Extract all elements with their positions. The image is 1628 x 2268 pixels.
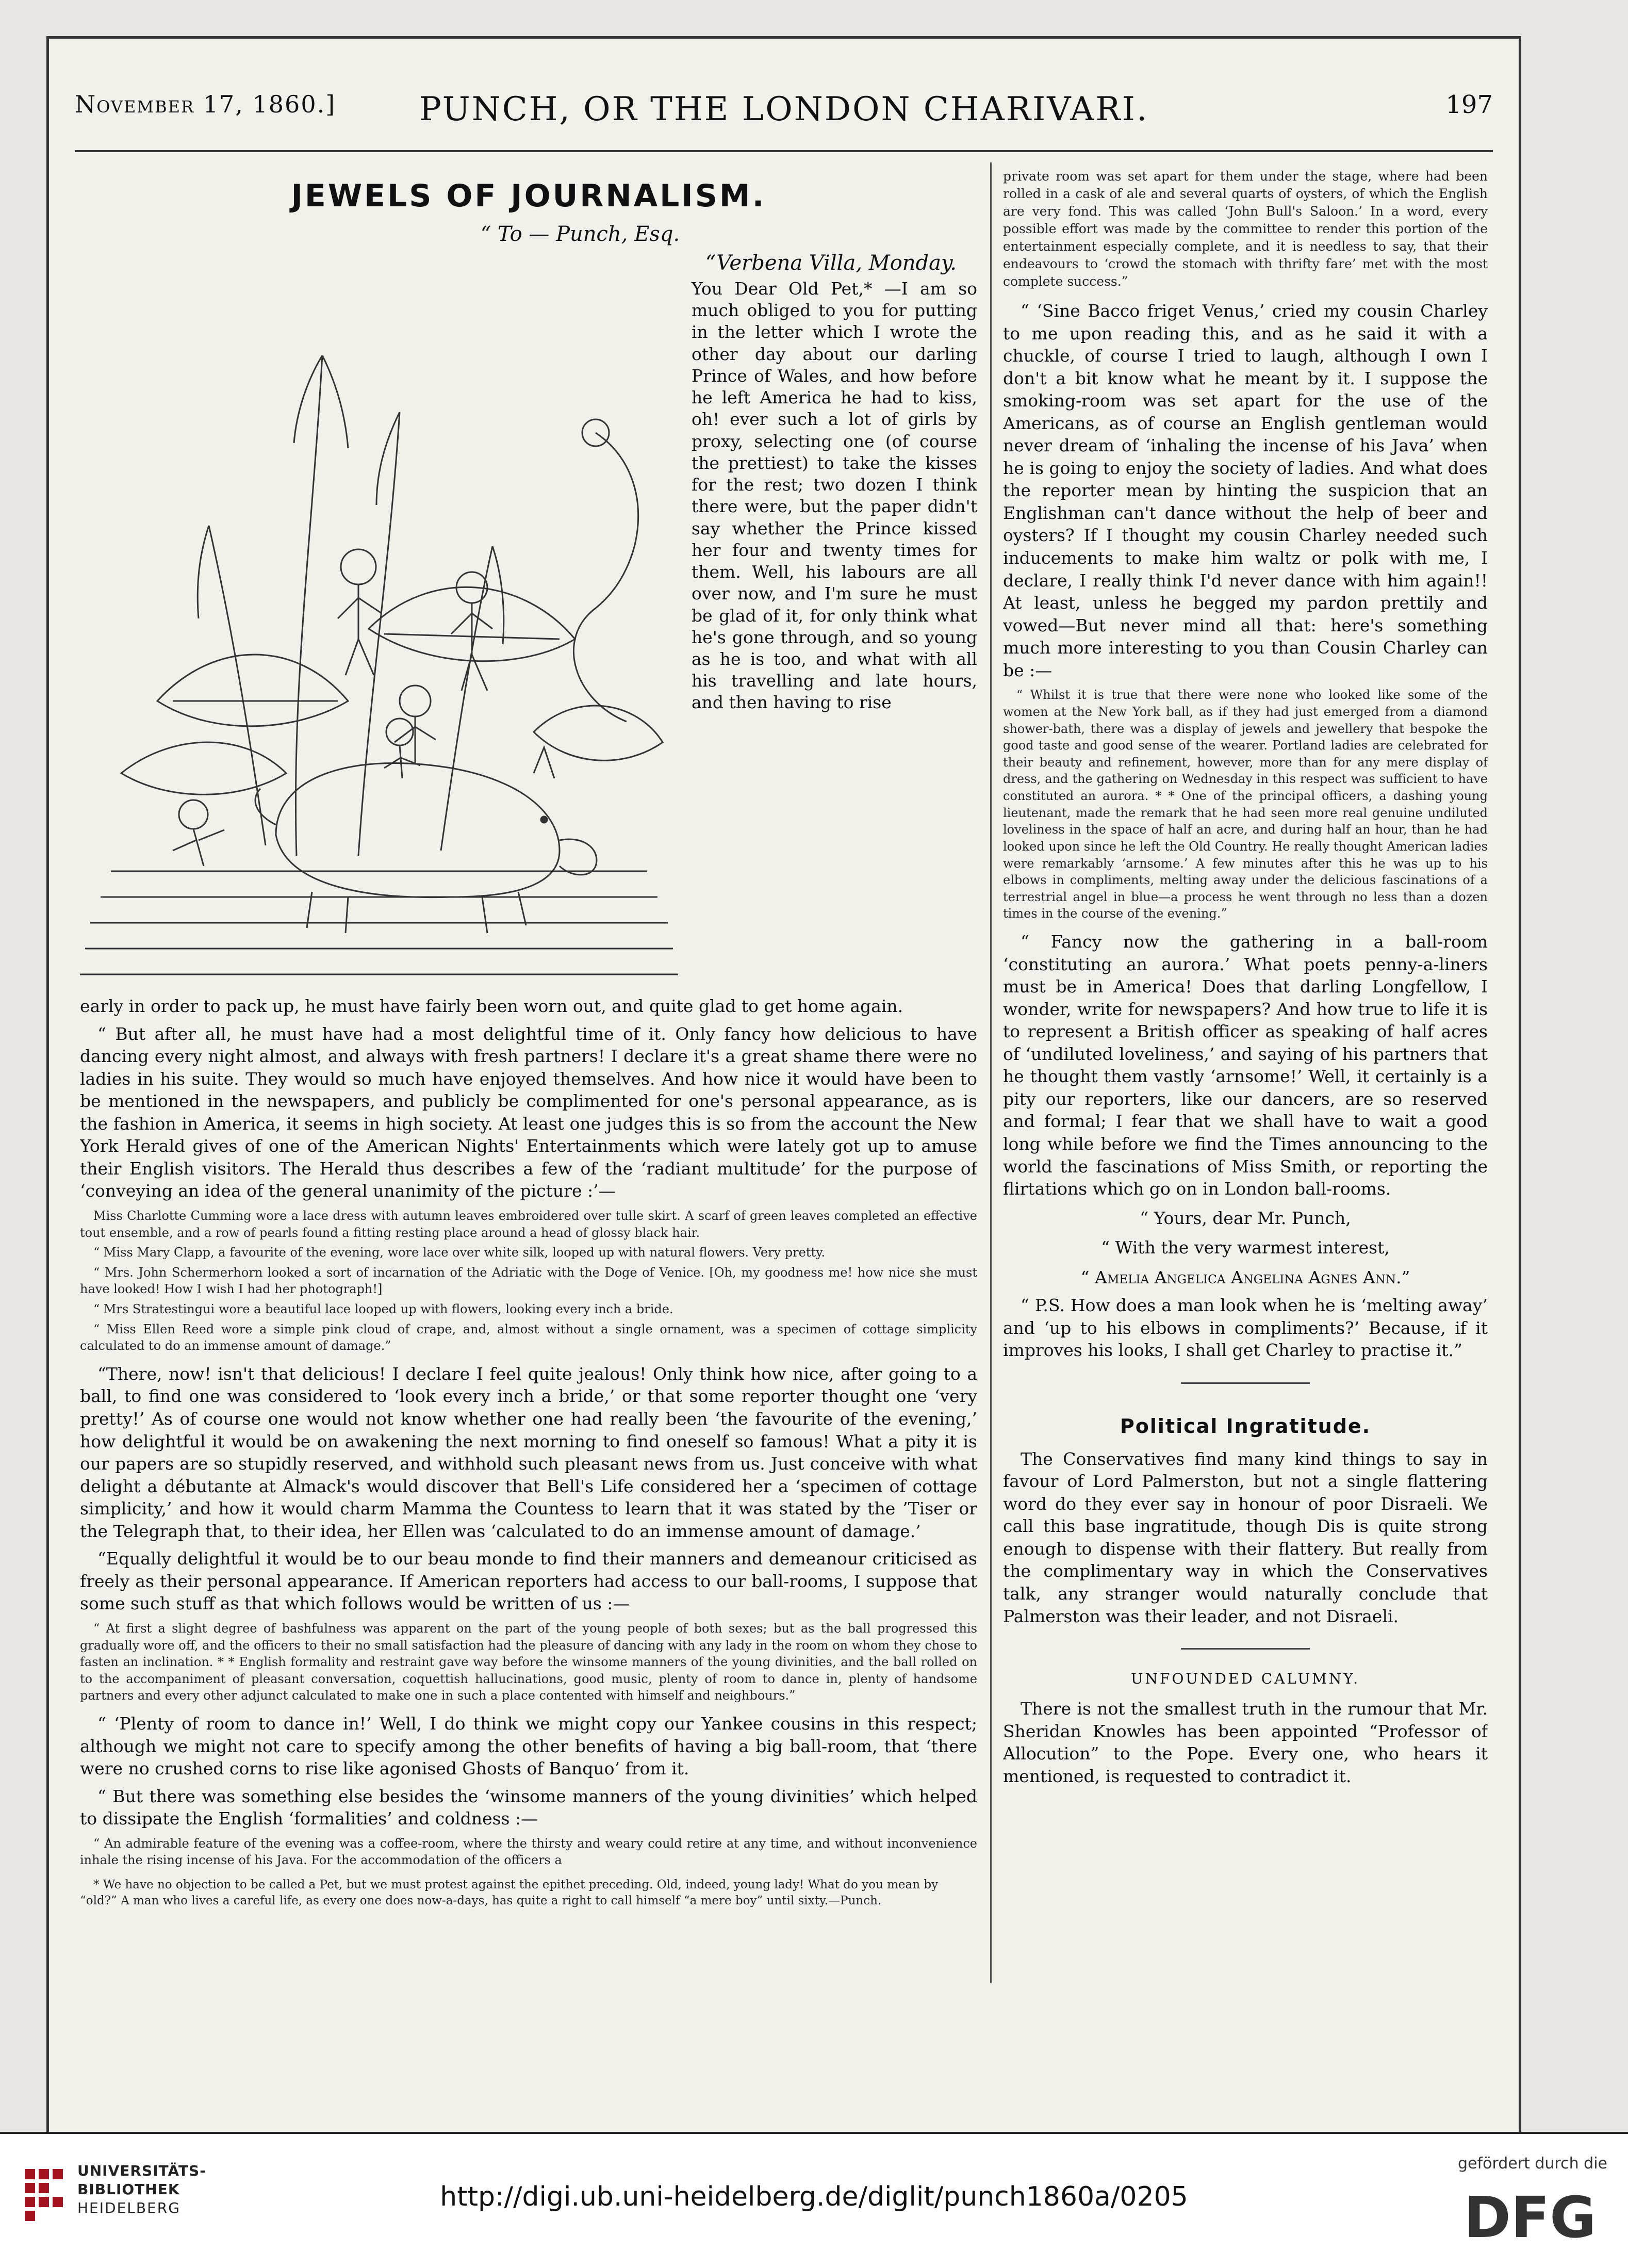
section-political-ingratitude-body: The Conservatives find many kind things to say in favour of Lord Palmerston, but not a single flattering word do they ever say in honour of poor Disraeli. We call this base ingratitude, though Dis is quite strong enough to dispense with their flattery. But really from the complimentary way in which the Conservatives talk, any stranger would naturally conclude that Palmerston was their leader, and not Disraeli. [1003,1448,1488,1626]
newspaper-page [46,36,1521,2135]
herald-quote-line: “ Mrs Stratestingui wore a beautiful lace looped up with flowers, looking every inch a bride. [93,1302,673,1317]
article-title: JEWELS OF JOURNALISM. [291,178,766,214]
coffee-room-quote-continued: private room was set apart for them under the stage, where had been rolled in a cask of ale and several quarts of oysters, of which the English are very fond. This was called ‘John Bull's Saloon.’ In a word, every possible effort was made by the committee to render this portion of the entertainment especially complete, and it is needless to say, that their endeavours to ‘crowd the stomach with thrifty fare’ met with the most complete success.” [1003,169,1488,289]
paragraph-5: “ ‘Plenty of room to dance in!’ Well, I do think we might copy our Yankee cousins in this respect; although we might not care to specify among the other benefits of having a big ball-room, that ‘there were no crushed corns to rise like agonised Ghosts of Banquo’ from it. [80,1714,977,1779]
herald-quote-line: Miss Charlotte Cumming wore a lace dress with autumn leaves embroidered over tulle skirt. A scarf of green leaves completed an effective tout ensemble, and a row of pearls found a fitting resting place around a head of glossy black hair. [80,1208,977,1240]
paragraph-1-cont: early in order to pack up, he must have fairly been worn out, and quite glad to get home again. [80,996,903,1016]
section-rule [1181,1382,1310,1384]
paragraph-7: “ ‘Sine Bacco friget Venus,’ cried my cousin Charley to me upon reading this, and as he said it with a chuckle, of course I tried to laugh, although I own I don't a bit know what he meant by it. I suppose the smoking-room was set apart for the use of the Americans, as of course an English gentleman would never dream of ‘inhaling the incense of his Java’ when he is going to enjoy the society of ladies. And what does the reporter mean by hinting the suspicion that an Englishman can't dance without the help of beer and oysters? If I thought my cousin Charley needed such inducements to make him waltz or polk with me, I declare, I really think I'd never dance with him again!! At least, unless he begged my pardon prettily and vowed—But never mind all that: here's something much more interesting to you than Cousin Charley can be :— [1003,301,1488,680]
right-column [1003,168,1488,1988]
coffee-room-quote: “ An admirable feature of the evening was a coffee-room, where the thirsty and weary could retire at any time, and without inconvenience inhale the rising incense of his Java. For the accommodation of the officers a [80,1836,977,1868]
digitization-footer [0,2132,1628,2268]
permalink-url[interactable]: http://digi.ub.uni-heidelberg.de/diglit/punch1860a/0205 [440,2181,1188,2212]
column-divider [990,162,992,1983]
dfg-logo-text: DFG [1463,2185,1597,2247]
illustration-and-intro [80,278,977,995]
article-footnote: * We have no objection to be called a Pet, but we must protest against the epithet preceding. Old, indeed, young lady! What do you mean by “old?” A man who lives a careful life, as every one does now-a-days, has quite a right to call himself “a mere boy” until sixty.—Punch. [80,1878,939,1907]
section-unfounded-calumny-title: UNFOUNDED CALUMNY. [1130,1670,1360,1688]
issue-date: November 17, 1860.] [75,90,336,118]
article-dateline: “Verbena Villa, Monday. [705,251,957,275]
publication-title: PUNCH, OR THE LONDON CHARIVARI. [419,90,1149,128]
section-unfounded-calumny-body: There is not the smallest truth in the rumour that Mr. Sheridan Knowles has been appointed “Professor of Allocution” to the Pope. Every one, who hears it mentioned, is requested to contradict it. [1003,1699,1488,1786]
herald-quote-line: “ Miss Ellen Reed wore a simple pink cloud of crape, and, almost without a single ornament, was a specimen of cottage simplicity calculated to do an immense amount of damage.” [80,1321,977,1353]
library-name-line: BIBLIOTHEK [77,2181,180,2198]
portland-quote-block [1003,687,1488,922]
section-rule [1181,1648,1310,1650]
funding-note: gefördert durch die [1458,2155,1607,2173]
ball-quote-block [80,1620,977,1704]
library-name-line: HEIDELBERG [77,2199,180,2216]
paragraph-4: “Equally delightful it would be to our beau monde to find their manners and demeanour criticised as freely as their personal appearance. If American reporters had access to our ball-rooms, I suppose that some such stuff as that which follows would be written of us :— [80,1548,977,1614]
paragraph-3: “There, now! isn't that delicious! I declare I feel quite jealous! Only think how nice, after going to a ball, to find one was considered to ‘look every inch a bride,’ or that some reporter thought one ‘very pretty!’ As of course one would not know whether one had really been ‘the favourite of the evening,’ how delightful it would be on awakening the next morning to find oneself so famous! What a pity it is our papers are so stupidly reserved, and withhold such pleasant news from us. Just conceive with what delight a débutante at Almack's would discover that Bell's Life considered her a ‘specimen of cottage simplicity,’ and how it would charm Mamma the Countess to learn that it was stated by the ’Tiser or the Telegraph that, to their idea, her Ellen was ‘calculated to do an immense amount of damage.’ [80,1363,977,1541]
postscript: “ P.S. How does a man look when he is ‘melting away’ and ‘up to his elbows in compliments?’ Because, if it improves his looks, I shall get Charley to practise it.” [1003,1295,1488,1361]
page-header [75,80,1493,152]
paragraph-2: “ But after all, he must have had a most delightful time of it. Only fancy how delicious to have dancing every night almost, and always with fresh partners! I declare it's a great shame there were no ladies in his suite. They would so much have enjoyed themselves. And how nice it would have been to be mentioned in the newspapers, and publicly be complimented for one's personal appearance, as is the fashion in America, it seems in high society. At least one judges this is so from the account the New York Herald gives of one of the American Nights' Entertainments which were lately got up to amuse their English visitors. The Herald thus describes a few of the ‘radiant multitude’ for the purpose of ‘conveying an idea of the general unanimity of the picture :’— [80,1023,977,1201]
article-salutation: “ To — Punch, Esq. [480,222,680,246]
fairy-pig-illustration [80,278,678,995]
portland-quote: “ Whilst it is true that there were none who looked like some of the women at the New York ball, as if they had just emerged from a diamond shower-bath, there was a display of jewels and jewellery that bespoke the good taste and good sense of the wearer. Portland ladies are celebrated for their beauty and refinement, however, more than for any mere display of dress, and the gathering on Wednesday in this respect was sufficient to have constituted an aurora. * * One of the principal officers, a dashing young lieutenant, made the remark that he had seen more real genuine undiluted loveliness in the space of half an acre, and during half an hour, than he had looked upon since he left the Old Country. He really thought American ladies were remarkably ‘arnsome.’ A few minutes after this he was up to his elbows in compliments, melting away under the delicious fascinations of a terrestrial angel in blue—a process he went through no less than a dozen times in the course of the evening.” [1003,688,1488,921]
dfg-logo [1453,2185,1607,2247]
article-intro: You Dear Old Pet,* —I am so much obliged to you for putting in the letter which I wrote the other day about our darling Prince of Wales, and how before he left America he had to kiss, oh! ever such a lot of girls by proxy, selecting one (of course the prettiest) to take the kisses for the rest; two dozen I think there were, but the paper didn't say whether the Prince kissed her four and twenty times for them. Well, his labours are all over now, and I'm sure he must be glad of it, for only think what he's gone through, and so young as he is too, and what with all his travelling and late hours, and then having to rise [692,279,977,713]
herald-quote-line: “ Mrs. John Schermerhorn looked a sort of incarnation of the Adriatic with the Doge of Venice. [Oh, my goodness me! how nice she must have looked! How I wish I had her photograph!] [80,1265,977,1297]
signoff-signature: “ Amelia Angelica Angelina Agnes Ann.” [1080,1267,1410,1287]
page-number: 197 [1445,90,1493,119]
ball-quote: “ At first a slight degree of bashfulness was apparent on the part of the young people of both sexes; but as the ball progressed this gradually wore off, and the officers to their no small satisfaction had the pleasure of dancing with any lady in the room on whom they chose to fasten an inclination. * * English formality and restraint gave way before the winsome manners of the young divinities, and the ball rolled on to the accompaniment of pleasant conversation, coquettish hallucinations, good music, plenty of room to dance in, plenty of handsome partners and every other adjunct calculated to make one in such a place contented with himself and neighbours.” [80,1621,977,1703]
left-column [80,168,977,1988]
signoff-yours: “ Yours, dear Mr. Punch, [1140,1208,1351,1228]
library-name-line: UNIVERSITÄTS- [77,2162,206,2179]
paragraph-6: “ But there was something else besides the ‘winsome manners of the young divinities’ which helped to dissipate the English ‘formalities’ and coldness :— [80,1786,977,1829]
herald-quote-line: “ Miss Mary Clapp, a favourite of the evening, wore lace over white silk, looped up with natural flowers. Very pretty. [93,1245,826,1260]
signoff-interest: “ With the very warmest interest, [1101,1237,1390,1258]
coffee-room-quote-block [80,1835,977,1869]
section-political-ingratitude-title: Political Ingratitude. [1120,1414,1371,1438]
paragraph-8: “ Fancy now the gathering in a ball-room ‘constituting an aurora.’ What poets penny-a-liners must be in America! Does that darling Longfellow, I wonder, write for newspapers? And how true to life it is to represent a British officer as speaking of half acres of ‘undiluted loveliness,’ and saying of his partners that he thought them vastly ‘arnsome!’ Well, it certainly is a pity our reporters, like our dancers, are so reserved and formal; I fear that we shall have to wait a good long while before we find the Times announcing to the world the fascinations of Miss Smith, or reporting the flirtations which go on in London ball-rooms. [1003,932,1488,1199]
herald-quote-block [80,1208,977,1355]
